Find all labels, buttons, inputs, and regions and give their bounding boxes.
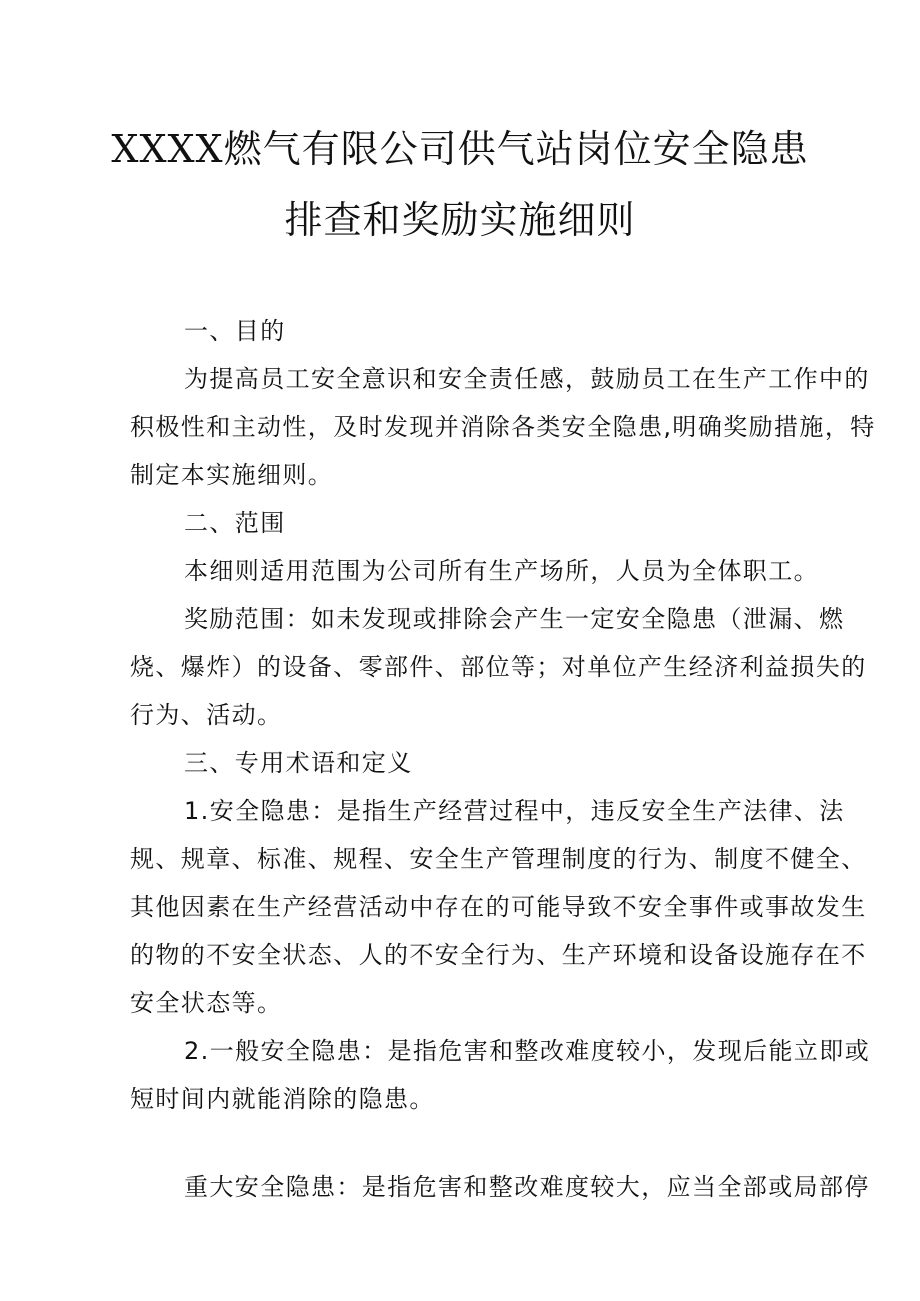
document-body bbox=[130, 307, 876, 1211]
paragraph-line: 烧、爆炸）的设备、零部件、部位等；对单位产生经济利益损失的 bbox=[130, 653, 867, 681]
paragraph-line: 1.安全隐患：是指生产经营过程中，违反安全生产法律、法 bbox=[184, 797, 845, 825]
paragraph-line: 为提高员工安全意识和安全责任感，鼓励员工在生产工作中的 bbox=[184, 365, 870, 393]
paragraph-line: 规、规章、标准、规程、安全生产管理制度的行为、制度不健全、 bbox=[130, 845, 867, 873]
paragraph-line: 奖励范围：如未发现或排除会产生一定安全隐患（泄漏、燃 bbox=[184, 605, 845, 633]
paragraph-line: 重大安全隐患：是指危害和整改难度较大，应当全部或局部停 bbox=[184, 1173, 870, 1201]
section-heading-definitions: 三、专用术语和定义 bbox=[184, 749, 413, 777]
paragraph-line: 2.一般安全隐患：是指危害和整改难度较小，发现后能立即或 bbox=[184, 1037, 871, 1065]
paragraph-line: 本细则适用范围为公司所有生产场所，人员为全体职工。 bbox=[184, 557, 819, 585]
paragraph-line: 积极性和主动性，及时发现并消除各类安全隐患,明确奖励措施，特 bbox=[130, 413, 876, 441]
document-title-line-1: XXXX燃气有限公司供气站岗位安全隐患 bbox=[111, 127, 809, 171]
paragraph-line: 行为、活动。 bbox=[130, 701, 283, 729]
paragraph-line: 的物的不安全状态、人的不安全行为、生产环境和设备设施存在不 bbox=[130, 941, 867, 969]
paragraph-line: 安全状态等。 bbox=[130, 989, 283, 1017]
section-heading-purpose: 一、目的 bbox=[184, 317, 286, 345]
paragraph-line: 制定本实施细则。 bbox=[130, 461, 334, 489]
paragraph-line: 短时间内就能消除的隐患。 bbox=[130, 1085, 435, 1113]
section-heading-scope: 二、范围 bbox=[184, 509, 286, 537]
document-title-line-2: 排查和奖励实施细则 bbox=[284, 198, 636, 242]
paragraph-gap bbox=[130, 1123, 810, 1163]
paragraph-line: 其他因素在生产经营活动中存在的可能导致不安全事件或事故发生 bbox=[130, 893, 867, 921]
